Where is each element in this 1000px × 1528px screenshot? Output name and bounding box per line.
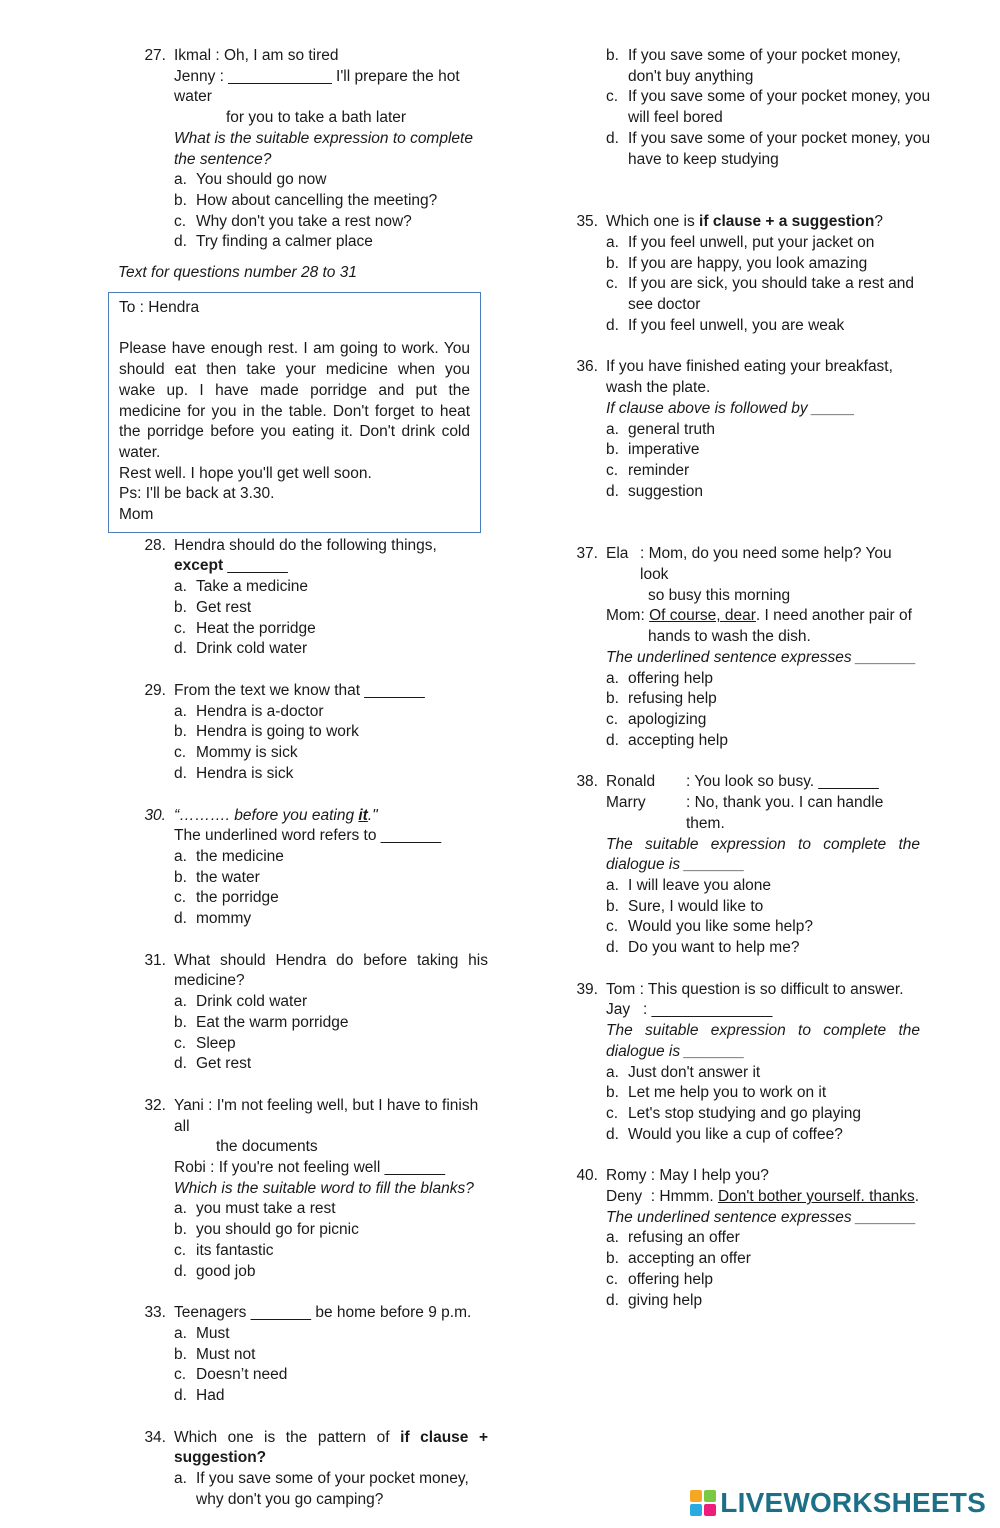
question-32 xyxy=(136,1096,500,1282)
option-a[interactable]: a. Drink cold water xyxy=(174,993,308,1011)
option-c[interactable]: c. Why don't you take a rest now? xyxy=(174,212,412,230)
option-c[interactable]: c. apologizing xyxy=(606,710,707,728)
liveworksheets-logo-icon xyxy=(690,1490,716,1516)
dialogue-line: Marry : No, thank you. I can handle them. xyxy=(606,794,884,832)
question-29 xyxy=(136,681,500,785)
question-39 xyxy=(538,980,938,1146)
option-b[interactable]: b. accepting an offer xyxy=(606,1250,751,1268)
question-number: 27. xyxy=(144,47,166,64)
dialogue-line: Jay : ______________ xyxy=(606,1001,773,1019)
question-28: 28. Hendra should do the following things, except _______ a. Take a medicine b. Get rest c. Heat the porridge d. Drink cold water xyxy=(136,536,500,660)
question-number: 29. xyxy=(144,681,166,699)
option-c[interactable]: c. Let's stop studying and go playing xyxy=(606,1104,862,1122)
option-d[interactable]: d. Try finding a calmer place xyxy=(174,233,373,251)
question-stem: If you have finished eating your breakfast, wash the plate. xyxy=(606,358,893,397)
option-b[interactable]: b. Get rest xyxy=(174,598,252,616)
option-a[interactable]: a. offering help xyxy=(606,669,714,687)
question-number: 38. xyxy=(576,773,598,791)
logo-square xyxy=(690,1490,702,1502)
option-d[interactable]: d. mommy xyxy=(174,910,252,928)
option-b[interactable]: b. Let me help you to work on it xyxy=(606,1084,827,1102)
question-stem: From the text we know that _______ xyxy=(174,681,425,699)
logo-square xyxy=(690,1504,702,1516)
dialogue-line: Ela : Mom, do you need some help? You look xyxy=(606,545,892,584)
dialogue-line: Yani : I'm not feeling well, but I have to finish all xyxy=(174,1096,479,1135)
option-b[interactable]: b. refusing help xyxy=(606,690,717,708)
dialogue-line: the documents xyxy=(216,1138,318,1156)
option-a[interactable]: a. the medicine xyxy=(174,847,284,865)
question-30 xyxy=(136,806,500,930)
question-prompt: What is the suitable expression to complete the sentence? xyxy=(174,129,473,168)
option-d[interactable]: d. suggestion xyxy=(606,482,703,500)
option-d[interactable]: d. Get rest xyxy=(174,1055,252,1073)
question-33 xyxy=(136,1303,500,1407)
option-a[interactable]: a. If you feel unwell, put your jacket on xyxy=(606,233,875,251)
option-a[interactable]: a. Must xyxy=(174,1324,230,1342)
option-c[interactable]: c. the porridge xyxy=(174,889,279,907)
question-31 xyxy=(136,951,500,1075)
dialogue-line: for you to take a bath later xyxy=(226,109,407,127)
option-a[interactable]: a. general truth xyxy=(606,420,716,438)
dialogue-line: Deny : Hmmm. Don't bother yourself. thanks. xyxy=(606,1188,920,1206)
option-b[interactable]: b. If you are happy, you look amazing xyxy=(606,254,868,272)
quote-line: “………. before you eating it." xyxy=(174,806,378,824)
option-c[interactable]: c. Would you like some help? xyxy=(606,918,813,936)
question-40 xyxy=(538,1166,938,1311)
letter-body: Please have enough rest. I am going to work. You should eat then take your medicine when you wake up. I have made porridge and put the medicine for you in the table. Don't forget to heat the porridge before you eating it. Don't drink cold water. xyxy=(119,340,470,461)
option-c[interactable]: c. Heat the porridge xyxy=(174,619,316,637)
option-c[interactable]: c. If you are sick, you should take a rest and see doctor xyxy=(606,275,915,314)
option-a[interactable]: a. I will leave you alone xyxy=(606,876,772,894)
option-a[interactable]: a. You should go now xyxy=(174,171,327,189)
option-b[interactable]: b. you should go for picnic xyxy=(174,1221,359,1239)
question-35 xyxy=(538,212,938,336)
letter-box xyxy=(108,292,481,533)
option-c[interactable]: c. offering help xyxy=(606,1270,714,1288)
option-d[interactable]: d. Hendra is sick xyxy=(174,764,294,782)
question-prompt: The suitable expression to complete the dialogue is _______ xyxy=(606,1022,920,1060)
option-b[interactable]: b. Sure, I would like to xyxy=(606,897,764,915)
logo-square xyxy=(704,1504,716,1516)
option-d[interactable]: d. If you feel unwell, you are weak xyxy=(606,316,845,334)
letter-ps: Ps: I'll be back at 3.30. xyxy=(119,485,275,503)
question-number: 35. xyxy=(576,213,598,231)
question-number: 37. xyxy=(576,545,598,563)
option-a[interactable]: a. Take a medicine xyxy=(174,578,309,596)
question-stem: Which one is if clause + a suggestion? xyxy=(606,213,883,231)
dialogue-line: hands to wash the dish. xyxy=(648,628,811,646)
underlined-word: it xyxy=(358,806,368,824)
option-c[interactable]: c. its fantastic xyxy=(174,1241,274,1259)
question-34 xyxy=(136,1428,500,1511)
option-d[interactable]: d. good job xyxy=(174,1262,256,1280)
question-36 xyxy=(538,357,938,502)
question-prompt: The suitable expression to complete the dialogue is _______ xyxy=(606,835,920,874)
dialogue-line: Ronald : You look so busy. _______ xyxy=(606,773,879,791)
option-d[interactable]: d. If you save some of your pocket money, you have to keep studying xyxy=(606,129,931,168)
question-37 xyxy=(538,544,938,751)
letter-to: To : Hendra xyxy=(119,298,200,316)
question-number: 40. xyxy=(576,1167,598,1185)
question-38 xyxy=(538,772,938,958)
question-prompt: If clause above is followed by _____ xyxy=(606,399,856,417)
question-prompt: The underlined sentence expresses _______ xyxy=(606,1208,917,1226)
option-a[interactable]: a. Hendra is a-doctor xyxy=(174,702,324,720)
question-stem: Teenagers _______ be home before 9 p.m. xyxy=(174,1304,472,1322)
liveworksheets-logo[interactable] xyxy=(690,1486,986,1518)
liveworksheets-wordmark: LIVEWORKSHEETS xyxy=(720,1486,986,1518)
dialogue-line: so busy this morning xyxy=(648,586,791,604)
option-a[interactable]: a. you must take a rest xyxy=(174,1200,336,1218)
option-b[interactable]: b. Eat the warm porridge xyxy=(174,1013,349,1031)
underlined-sentence: Don't bother yourself. thanks xyxy=(717,1188,915,1206)
option-c[interactable]: c. If you save some of your pocket money, you will feel bored xyxy=(606,88,931,127)
option-b[interactable]: b. Hendra is going to work xyxy=(174,723,359,741)
question-number: 32. xyxy=(144,1096,166,1114)
option-c[interactable]: c. Mommy is sick xyxy=(174,744,298,762)
question-number: 33. xyxy=(144,1304,166,1322)
option-b[interactable]: b. If you save some of your pocket money, don't buy anything xyxy=(606,47,901,85)
option-d[interactable]: d. Had xyxy=(174,1387,225,1405)
dialogue-line: Jenny : ____________ I'll prepare the hot water xyxy=(174,67,460,106)
dialogue-line: Tom : This question is so difficult to answer. xyxy=(606,980,904,998)
option-c[interactable]: c. Sleep xyxy=(174,1034,236,1052)
option-d[interactable]: d. Do you want to help me? xyxy=(606,939,800,957)
option-b[interactable]: b. the water xyxy=(174,868,260,886)
option-d[interactable]: d. accepting help xyxy=(606,731,728,749)
question-number: 39. xyxy=(576,980,598,998)
question-prompt: Which is the suitable word to fill the blanks? xyxy=(174,1179,474,1197)
dialogue-line: Robi : If you're not feeling well _______ xyxy=(174,1159,445,1177)
option-d[interactable]: d. Would you like a cup of coffee? xyxy=(606,1125,843,1143)
option-d[interactable]: d. Drink cold water xyxy=(174,640,308,658)
option-b[interactable]: b. Must not xyxy=(174,1345,256,1363)
option-c[interactable]: c. Doesn’t need xyxy=(174,1366,288,1384)
question-stem: Which one is the pattern of if clause + suggestion? xyxy=(174,1428,489,1467)
logo-square xyxy=(704,1490,716,1502)
option-c[interactable]: c. reminder xyxy=(606,461,690,479)
option-b[interactable]: b. How about cancelling the meeting? xyxy=(174,191,438,209)
underlined-sentence: Of course, dear xyxy=(649,607,756,625)
text-intro: Text for questions number 28 to 31 xyxy=(118,264,357,282)
letter-signature: Mom xyxy=(119,506,154,524)
question-stem: What should Hendra do before taking his medicine? xyxy=(174,951,488,990)
question-number: 28. xyxy=(144,536,166,554)
option-a[interactable]: a. If you save some of your pocket money, why don't you go camping? xyxy=(174,1470,469,1508)
option-a[interactable]: a. refusing an offer xyxy=(606,1229,740,1247)
question-number: 36. xyxy=(576,358,598,376)
dialogue-line: Ikmal : Oh, I am so tired xyxy=(174,47,339,64)
question-34-continued xyxy=(538,46,938,170)
dialogue-line: Mom : Of course, dear . I need another pair of xyxy=(606,606,920,627)
question-number: 31. xyxy=(144,951,166,969)
letter-line: Rest well. I hope you'll get well soon. xyxy=(119,464,372,482)
option-a[interactable]: a. Just don't answer it xyxy=(606,1063,761,1081)
option-d[interactable]: d. giving help xyxy=(606,1291,703,1309)
question-stem: Hendra should do the following things, xyxy=(174,536,437,554)
question-number: 34. xyxy=(144,1428,166,1446)
dialogue-line: Romy : May I help you? xyxy=(606,1167,769,1185)
right-column xyxy=(538,46,938,1311)
question-27 xyxy=(136,46,500,253)
question-stem-bold: except xyxy=(174,557,224,575)
left-column xyxy=(108,46,500,1511)
question-number: 30. xyxy=(144,806,166,824)
question-prompt: The underlined sentence expresses _______ xyxy=(606,648,917,666)
option-b[interactable]: b. imperative xyxy=(606,441,700,459)
question-stem: The underlined word refers to _______ xyxy=(174,827,442,845)
